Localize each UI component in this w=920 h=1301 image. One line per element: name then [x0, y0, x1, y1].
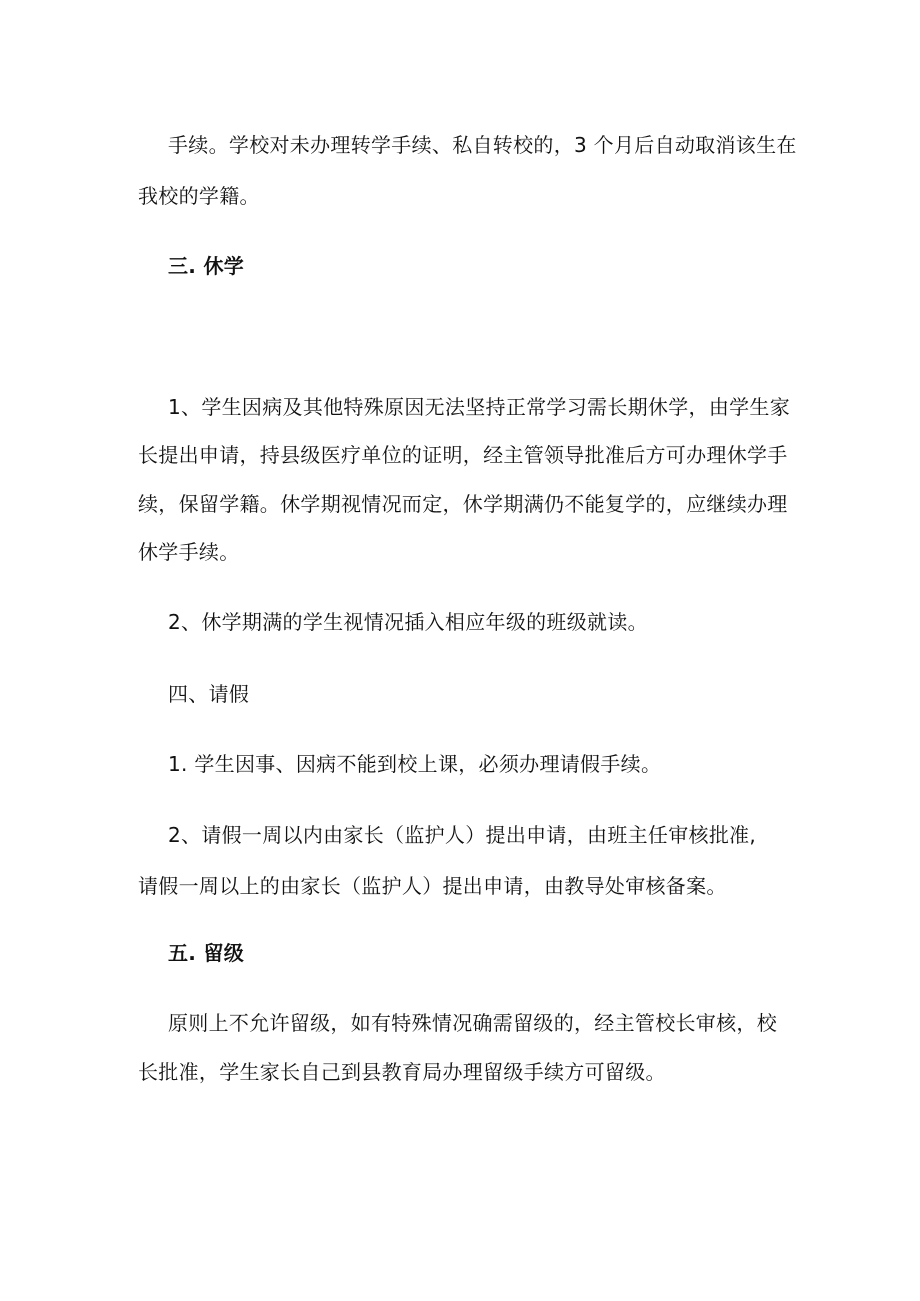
paragraph-leave-2-line-1: 2、请假一周以内由家长（监护人）提出申请，由班主任审核批准, — [168, 823, 757, 847]
paragraph-leave-2-line-2: 请假一周以上的由家长（监护人）提出申请，由教导处审核备案。 — [138, 874, 727, 898]
heading-repeat: 五. 留级 — [168, 941, 245, 965]
paragraph-transfer-line-2: 我校的学籍。 — [138, 184, 260, 208]
paragraph-repeat-line-2: 长批准，学生家长自己到县教育局办理留级手续方可留级。 — [138, 1060, 666, 1084]
paragraph-transfer-line-1: 手续。学校对未办理转学手续、私自转校的，3 个月后自动取消该生在 — [168, 133, 797, 157]
paragraph-suspension-1-line-1: 1、学生因病及其他特殊原因无法坚持正常学习需长期休学，由学生家 — [168, 395, 791, 419]
paragraph-repeat-line-1: 原则上不允许留级，如有特殊情况确需留级的，经主管校长审核，校 — [168, 1011, 777, 1035]
heading-suspension: 三. 休学 — [168, 254, 245, 278]
paragraph-leave-1: 1. 学生因事、因病不能到校上课，必须办理请假手续。 — [168, 752, 662, 776]
paragraph-suspension-1-line-4: 休学手续。 — [138, 540, 240, 564]
paragraph-suspension-1-line-2: 长提出申请，持县级医疗单位的证明，经主管领导批准后方可办理休学手 — [138, 443, 788, 467]
heading-leave: 四、请假 — [168, 682, 250, 706]
paragraph-suspension-2: 2、休学期满的学生视情况插入相应年级的班级就读。 — [168, 610, 648, 634]
paragraph-suspension-1-line-3: 续，保留学籍。休学期视情况而定，休学期满仍不能复学的，应继续办理 — [138, 492, 788, 516]
